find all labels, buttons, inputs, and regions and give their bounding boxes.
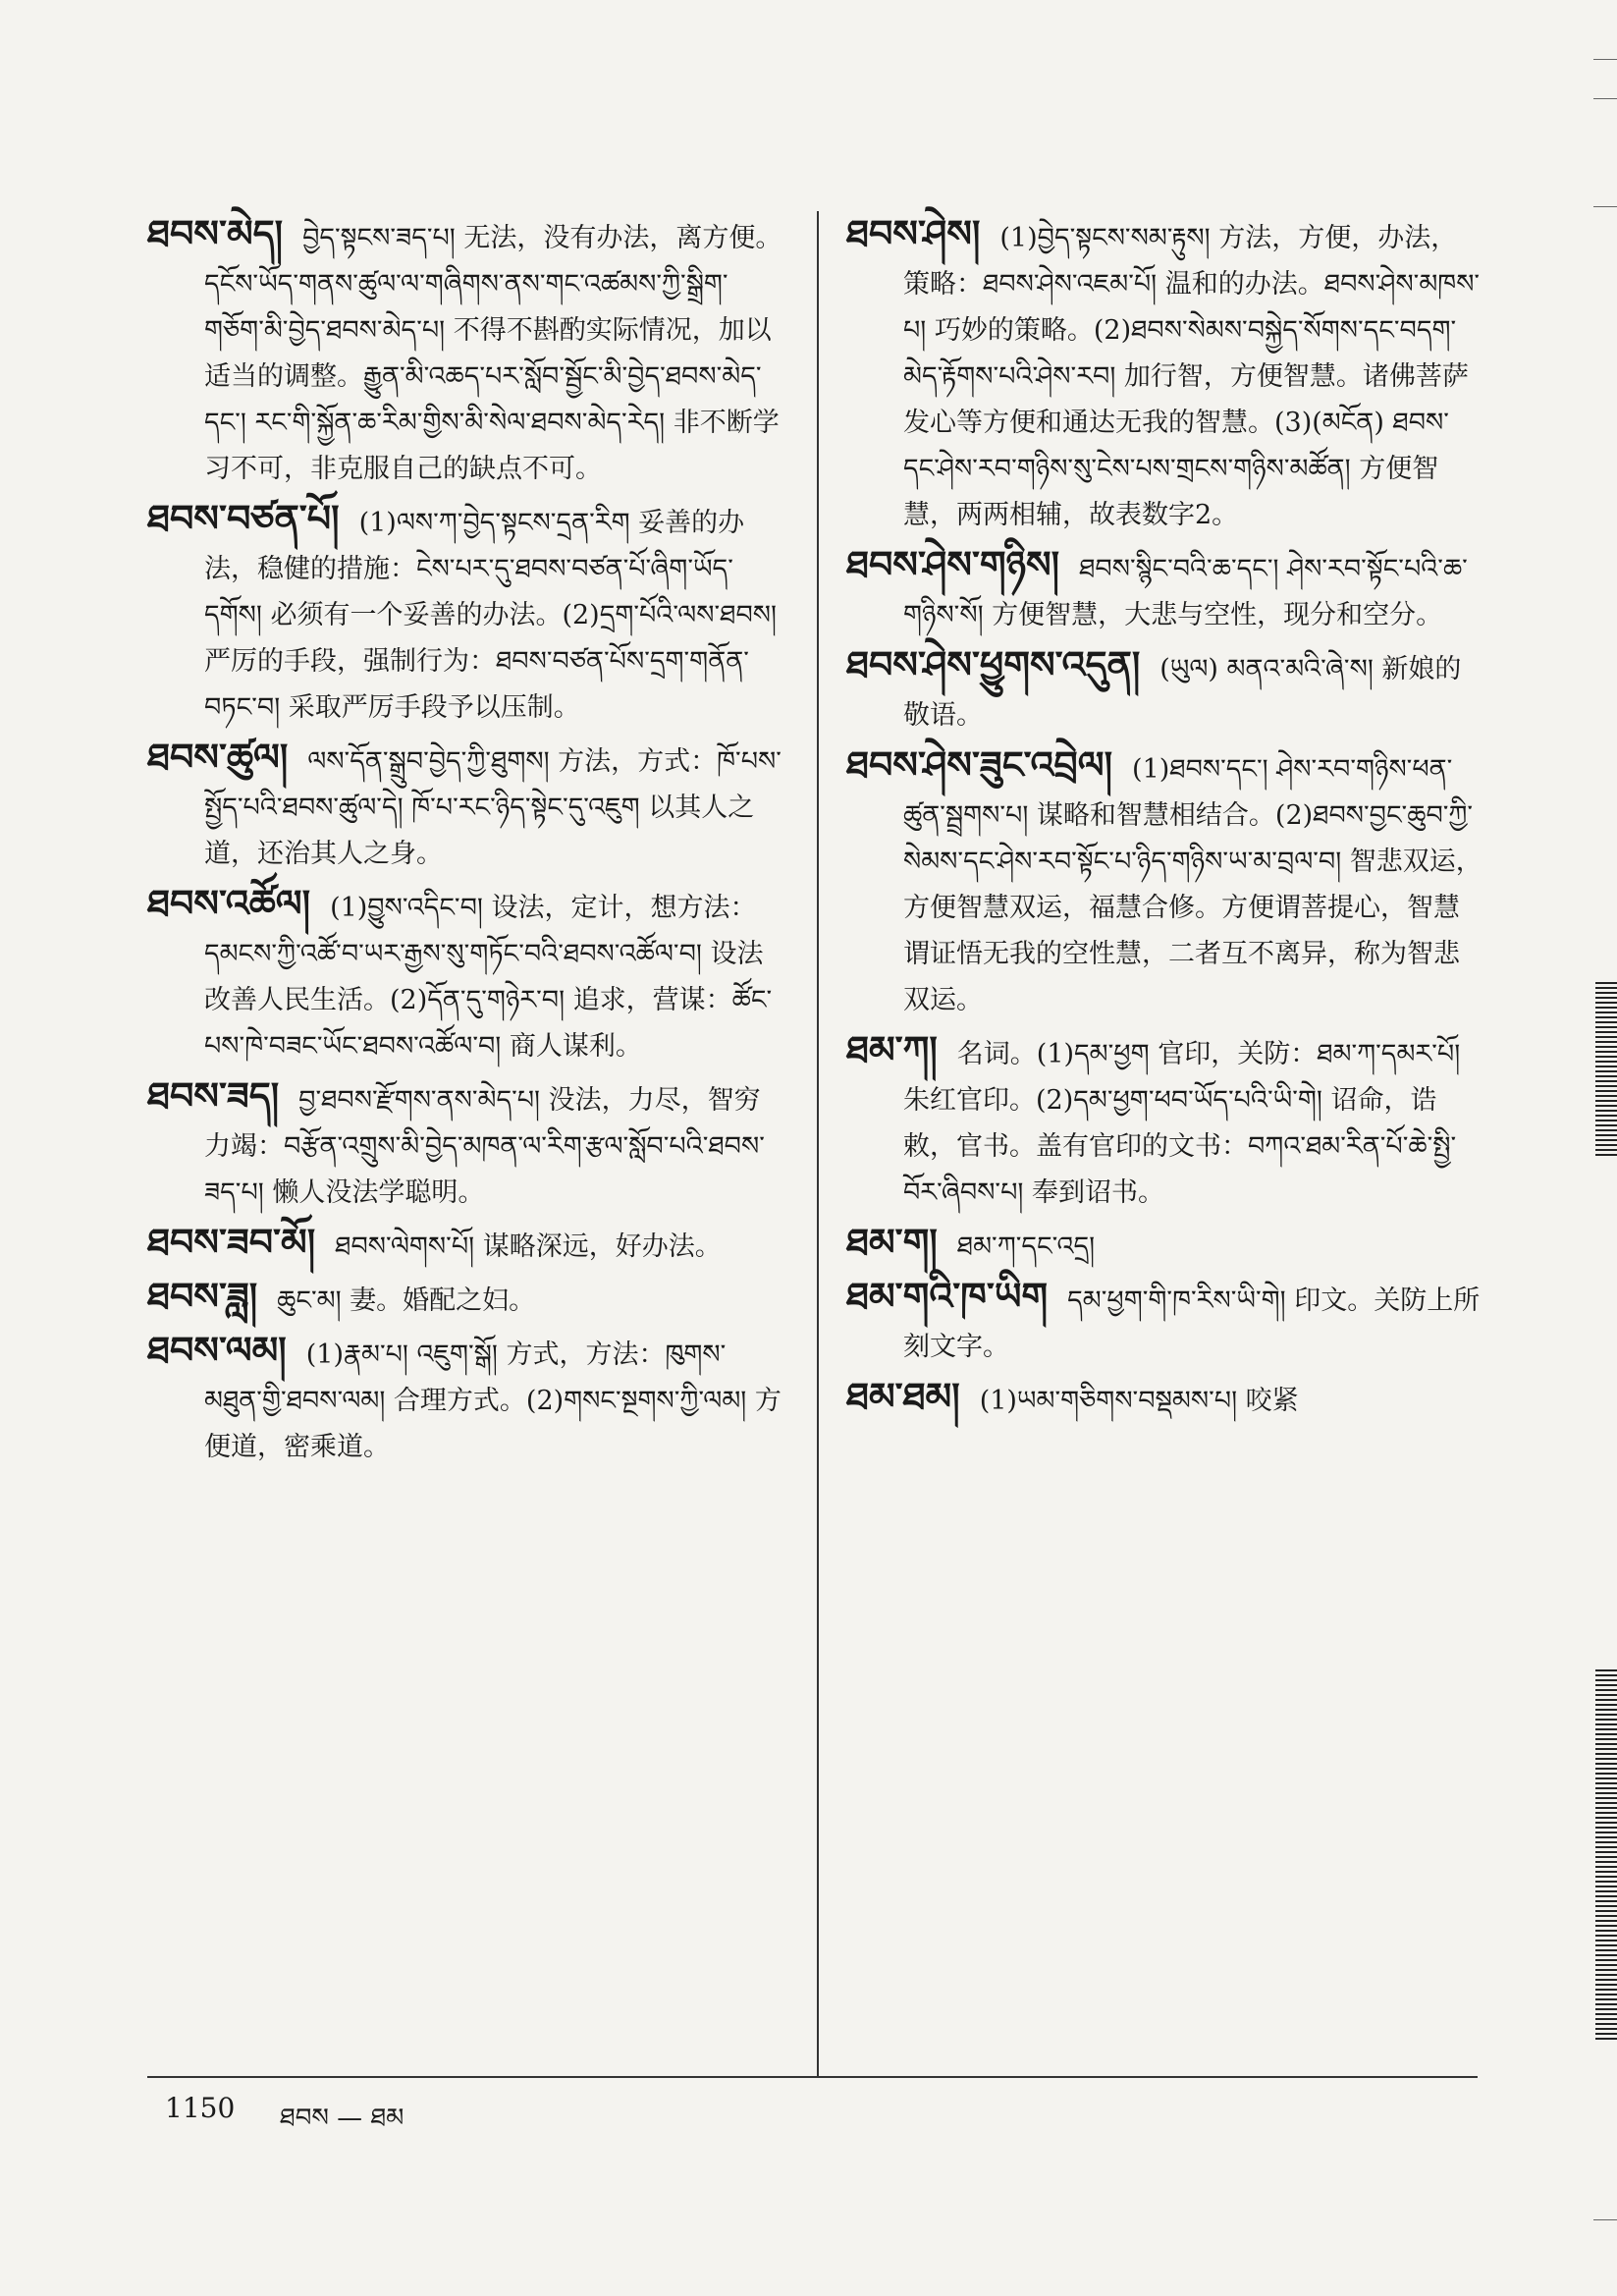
scan-edge-dash bbox=[1593, 2219, 1617, 2220]
entry-headword: ཐབས་བཙན་པོ། bbox=[147, 497, 340, 540]
footer-rule bbox=[147, 2076, 1478, 2078]
entry-headword: ཐམ་གའི་ཁ་ཡིག bbox=[846, 1275, 1049, 1318]
entry-definition: (1)ཐབས་དང་། ཤེས་རབ་གཉིས་ཕན་ཚུན་སྦྲགས་པ། 谋略和智慧相结合。(2)ཐབས་བྱང་ཆུབ་ཀྱི་སེམས་དང་ཤེས་རབ་སྟོང་པ་ཉིད་གཉིས་ཡ་མ་བྲལ་བ། 智悲双运，方便智慧双运，福慧合修。方便谓菩提心，智慧谓证悟无我的空性慧，二者互不离异，称为智悲双运。 bbox=[903, 754, 1482, 1015]
entry-headword: ཐབས་ཤེས་གཉིས། bbox=[846, 543, 1060, 586]
entry-definition: ཐམ་ཀ་དང་འདྲ། bbox=[956, 1231, 1096, 1262]
dictionary-entry bbox=[147, 881, 783, 1069]
scan-edge-mark bbox=[1595, 982, 1617, 1159]
dictionary-entry bbox=[147, 1220, 783, 1270]
dictionary-entry bbox=[147, 735, 783, 877]
entry-headword: ཐབས་ཚུལ། bbox=[147, 736, 289, 779]
entry-headword: ཐམ་ཐམ། bbox=[846, 1375, 960, 1418]
dictionary-entry bbox=[846, 211, 1482, 538]
dictionary-entry bbox=[846, 1027, 1482, 1216]
dictionary-entry bbox=[147, 496, 783, 731]
entry-definition: བྱ་ཐབས་རྫོགས་ནས་མེད་པ། 没法，力尽，智穷力竭：བརྩོན་འགྲུས་མི་བྱེད་མཁན་ལ་རིག་རྩལ་སློབ་པའི་ཐབས་ཟད་པ། 懒人没法学聪明。 bbox=[204, 1085, 765, 1208]
left-column bbox=[147, 211, 783, 1474]
right-column bbox=[846, 211, 1482, 1428]
running-head: ཐབས — ཐམ bbox=[280, 2104, 404, 2133]
entry-definition: (1)རྣམ་པ། འཇུག་སྒོ། 方式，方法：ཁུགས་མཐུན་གྱི་ཐབས་ལམ། 合理方式。(2)གསང་སྔགས་ཀྱི་ལམ། 方便道，密乘道。 bbox=[204, 1339, 782, 1462]
entry-headword: ཐབས་ཤེས་ཟུང་འབྲེལ། bbox=[846, 743, 1113, 787]
entry-definition: ཆུང་མ། 妻。婚配之妇。 bbox=[277, 1285, 536, 1316]
dictionary-entry bbox=[846, 1374, 1482, 1424]
entry-headword: ཐམ་ཀ། bbox=[846, 1028, 938, 1071]
dictionary-entry bbox=[846, 1220, 1482, 1270]
entry-headword: ཐབས་ཟླ། bbox=[147, 1275, 258, 1318]
entry-definition: 名词。(1)དམ་ཕྱག 官印，关防：ཐམ་ཀ་དམར་པོ། 朱红官印。(2)དམ་ཕྱག་ཕབ་ཡོད་པའི་ཡི་གེ། 诏命，诰敕，官书。盖有官印的文书：བཀའ་ཐམ་རིན་པོ་ཆེ་སྤྱི་བོར་ཞིབས་པ། 奉到诏书。 bbox=[903, 1039, 1461, 1208]
entry-headword: ཐབས་ཤེས། bbox=[846, 212, 981, 255]
scan-edge-dash bbox=[1593, 98, 1617, 99]
dictionary-entry bbox=[147, 1328, 783, 1470]
dictionary-entry bbox=[147, 1274, 783, 1324]
entry-definition: བྱེད་སྟངས་ཟད་པ། 无法，没有办法，离方便。དངོས་ཡོད་གནས་ཚུལ་ལ་གཞིགས་ནས་གང་འཚམས་ཀྱི་སྒྲིག་གཅོག་མི་བྱེད་ཐབས་མེད་པ། 不得不斟酌实际情况，加以适当的调整。རྒྱུན་མི་འཆད་པར་སློབ་སྦྱོང་མི་བྱེད་ཐབས་མེད་དང་། རང་གི་སྐྱོན་ཆ་རིམ་གྱིས་མི་སེལ་ཐབས་མེད་རེད། 非不断学习不可，非克服自己的缺点不可。 bbox=[204, 223, 782, 484]
dictionary-entry bbox=[147, 211, 783, 492]
entry-definition: ལས་དོན་སྒྲུབ་བྱེད་ཀྱི་ཐུགས། 方法，方式：ཁོ་པས་སྤྱོད་པའི་ཐབས་ཚུལ་དེ། ཁོ་པ་རང་ཉིད་སྟེང་དུ་འཇུག 以其人之道，还治其人之身。 bbox=[204, 746, 782, 869]
entry-headword: ཐབས་ཤེས་ཕྱུགས་འདུན། bbox=[846, 643, 1141, 686]
scan-edge-dash bbox=[1593, 206, 1617, 207]
entry-definition: (1)ཡམ་གཅིགས་བསྡམས་པ། 咬紧 bbox=[979, 1386, 1299, 1416]
dictionary-entry bbox=[846, 742, 1482, 1023]
entry-headword: ཐབས་ཟབ་མོ། bbox=[147, 1221, 316, 1264]
dictionary-entry bbox=[846, 642, 1482, 738]
dictionary-entry bbox=[147, 1073, 783, 1216]
entry-headword: ཐབས་ཟད། bbox=[147, 1074, 280, 1118]
entry-definition: (1)བྱུས་འདིང་བ། 设法，定计，想方法：དམངས་ཀྱི་འཚོ་བ་ཡར་རྒྱས་སུ་གཏོང་བའི་ཐབས་འཚོལ་བ། 设法改善人民生活。(2)དོན་དུ་གཉེར་བ། 追求，营谋：ཚོང་པས་ཁེ་བཟང་ཡོང་ཐབས་འཚོལ་བ། 商人谋利。 bbox=[204, 893, 773, 1062]
entry-definition: ཐབས་སྙིང་བའི་ཆ་དང་། ཤེས་རབ་སྟོང་པའི་ཆ་གཉིས་སོ། 方便智慧，大悲与空性，现分和空分。 bbox=[903, 554, 1468, 630]
entry-headword: ཐབས་ལམ། bbox=[147, 1329, 287, 1372]
entry-headword: ཐམ་ག། bbox=[846, 1221, 938, 1264]
entry-definition: དམ་ཕྱག་གི་ཁ་རིས་ཡི་གེ། 印文。关防上所刻文字。 bbox=[903, 1285, 1481, 1362]
entry-definition: (1)བྱེད་སྟངས་སམ་རྟུས། 方法，方便，办法，策略：ཐབས་ཤེས་འཇམ་པོ། 温和的办法。ཐབས་ཤེས་མཁས་པ། 巧妙的策略。(2)ཐབས་སེམས་བསྐྱེད་སོགས་དང་བདག་མེད་རྟོགས་པའི་ཤེས་རབ། 加行智，方便智慧。诸佛菩萨发心等方便和通达无我的智慧。(3)(མངོན) ཐབས་དང་ཤེས་རབ་གཉིས་སུ་ངེས་པས་གྲངས་གཉིས་མཚོན། 方便智慧，两两相辅，故表数字2。 bbox=[903, 223, 1481, 530]
scan-edge-dash bbox=[1593, 59, 1617, 60]
page-number: 1150 bbox=[165, 2092, 236, 2124]
scan-edge-mark bbox=[1595, 1669, 1617, 2043]
dictionary-entry bbox=[846, 1274, 1482, 1370]
entry-definition: (ཡུལ) མནའ་མའི་ཞེ་ས། 新娘的敬语。 bbox=[903, 654, 1462, 731]
entry-headword: ཐབས་མེད། bbox=[147, 212, 284, 255]
column-divider bbox=[817, 211, 819, 2077]
entry-definition: (1)ལས་ཀ་བྱེད་སྟངས་དྲན་རིག 妥善的办法，稳健的措施：ངེས་པར་དུ་ཐབས་བཙན་པོ་ཞིག་ཡོད་དགོས། 必须有一个妥善的办法。(2)དྲག་པོའི་ལས་ཐབས། 严厉的手段，强制行为：ཐབས་བཙན་པོས་དྲག་གནོན་བཏང་བ། 采取严厉手段予以压制。 bbox=[204, 508, 777, 723]
entry-headword: ཐབས་འཚོལ། bbox=[147, 882, 311, 925]
entry-definition: ཐབས་ལེགས་པོ། 谋略深远，好办法。 bbox=[335, 1231, 722, 1262]
dictionary-entry bbox=[846, 542, 1482, 638]
